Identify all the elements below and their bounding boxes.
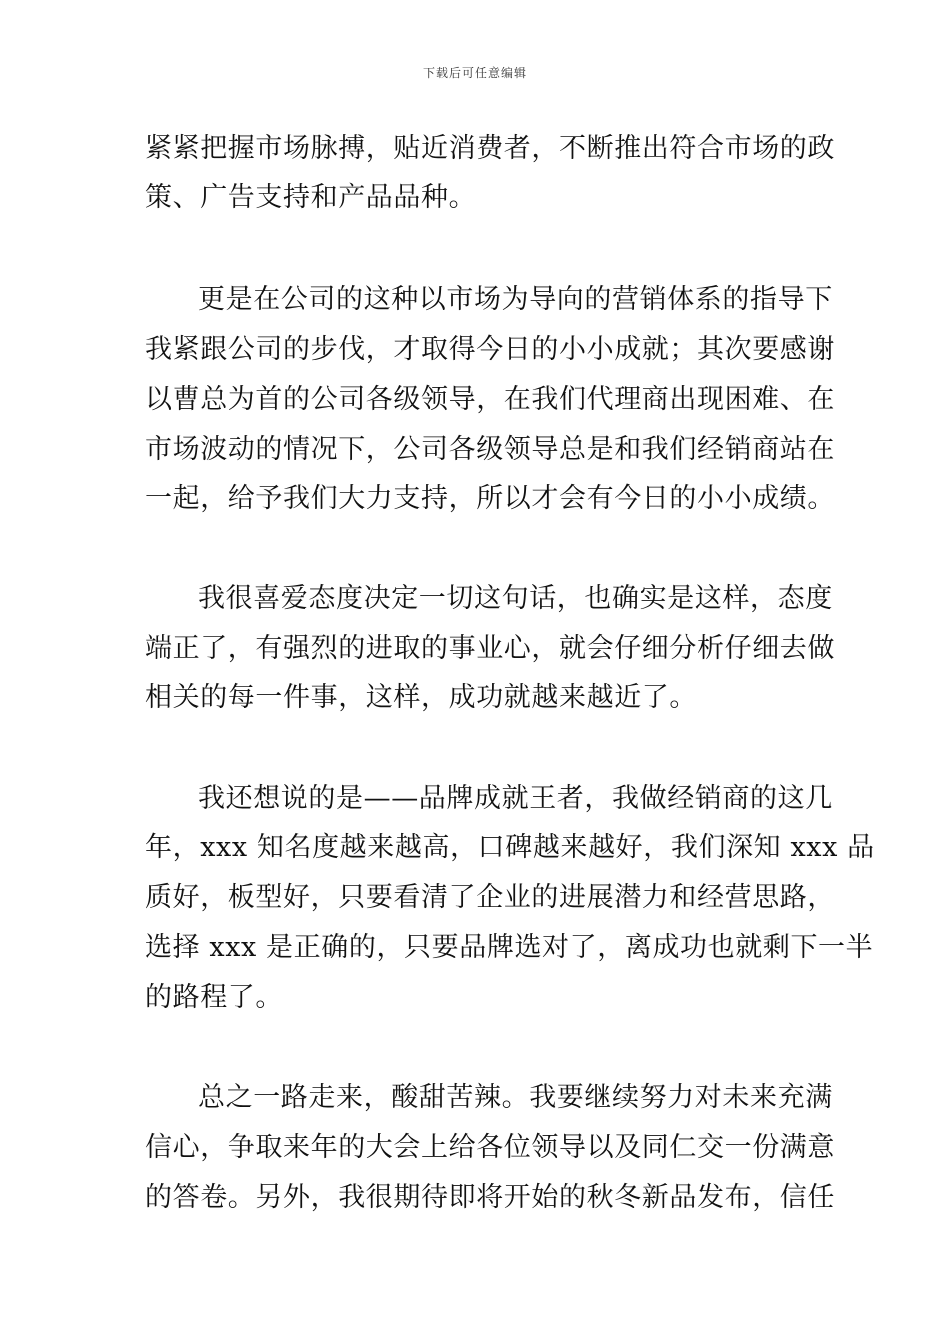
page-header: 下载后可任意编辑 [422, 66, 527, 80]
text-line: 一起，给予我们大力支持，所以才会有今日的小小成绩。 [145, 483, 835, 514]
text-line: 市场波动的情况下，公司各级领导总是和我们经销商站在 [145, 434, 835, 465]
text-line: 我紧跟公司的步伐，才取得今日的小小成就；其次要感谢 [145, 334, 835, 365]
text-line: 年，xxx 知名度越来越高，口碑越来越好，我们深知 xxx 品 [145, 832, 875, 863]
text-line: 紧紧把握市场脉搏，贴近消费者，不断推出符合市场的政 [145, 133, 835, 164]
text-line: 总之一路走来，酸甜苦辣。我要继续努力对未来充满 [198, 1082, 833, 1113]
text-line: 选择 xxx 是正确的，只要品牌选对了，离成功也就剩下一半 [145, 932, 874, 963]
text-line: 质好，板型好，只要看清了企业的进展潜力和经营思路， [145, 882, 835, 913]
text-line: 我还想说的是——品牌成就王者，我做经销商的这几 [198, 783, 833, 814]
text-line: 的答卷。另外，我很期待即将开始的秋冬新品发布，信任 [145, 1182, 835, 1213]
text-line: 相关的每一件事，这样，成功就越来越近了。 [145, 682, 697, 713]
text-line: 我很喜爱态度决定一切这句话，也确实是这样，态度 [198, 583, 833, 614]
text-line: 信心，争取来年的大会上给各位领导以及同仁交一份满意 [145, 1132, 835, 1163]
text-line: 以曹总为首的公司各级领导，在我们代理商出现困难、在 [145, 384, 835, 415]
text-line: 更是在公司的这种以市场为导向的营销体系的指导下 [198, 284, 833, 315]
text-line: 的路程了。 [145, 982, 283, 1013]
text-line: 策、广告支持和产品品种。 [145, 182, 477, 213]
text-line: 端正了，有强烈的进取的事业心，就会仔细分析仔细去做 [145, 633, 835, 664]
